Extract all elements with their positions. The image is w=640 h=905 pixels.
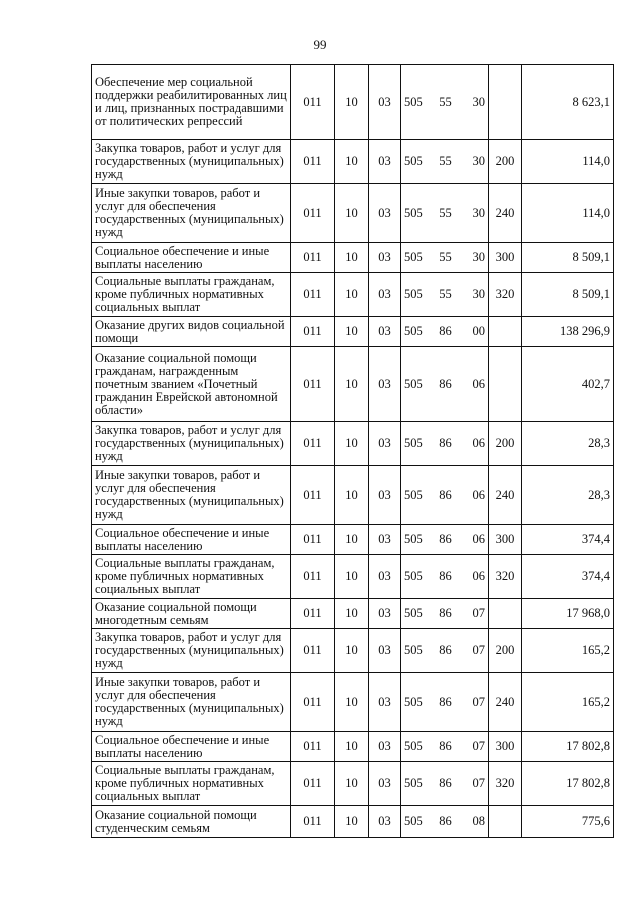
expense-type-cell: 200 xyxy=(489,629,522,673)
item-name-cell: Иные закупки товаров, работ и услуг для обеспечения государственных (муниципальных) нужд xyxy=(92,673,291,732)
amount-cell: 114,0 xyxy=(522,140,614,184)
target-program-cell: 505 xyxy=(401,317,433,347)
amount-cell: 17 802,8 xyxy=(522,762,614,806)
target-direction-cell: 30 xyxy=(459,184,489,243)
target-program-cell: 505 xyxy=(401,347,433,422)
item-name-cell: Социальные выплаты гражданам, кроме публичных нормативных социальных выплат xyxy=(92,555,291,599)
amount-cell: 374,4 xyxy=(522,555,614,599)
item-name-cell: Социальные выплаты гражданам, кроме публичных нормативных социальных выплат xyxy=(92,273,291,317)
section-cell: 10 xyxy=(335,317,369,347)
amount-cell: 28,3 xyxy=(522,422,614,466)
target-program-cell: 505 xyxy=(401,422,433,466)
target-subprogram-cell: 86 xyxy=(433,525,459,555)
target-direction-cell: 07 xyxy=(459,599,489,629)
target-direction-cell: 06 xyxy=(459,347,489,422)
amount-cell: 165,2 xyxy=(522,629,614,673)
expense-type-cell: 300 xyxy=(489,525,522,555)
target-program-cell: 505 xyxy=(401,273,433,317)
target-subprogram-cell: 55 xyxy=(433,140,459,184)
ministry-code-cell: 011 xyxy=(291,184,335,243)
target-subprogram-cell: 86 xyxy=(433,555,459,599)
table-row xyxy=(92,466,614,525)
subsection-cell: 03 xyxy=(369,347,401,422)
target-direction-cell: 07 xyxy=(459,673,489,732)
table-row xyxy=(92,762,614,806)
target-direction-cell: 08 xyxy=(459,806,489,838)
ministry-code-cell: 011 xyxy=(291,555,335,599)
item-name-cell: Закупка товаров, работ и услуг для государственных (муниципальных) нужд xyxy=(92,140,291,184)
section-cell: 10 xyxy=(335,243,369,273)
table-row xyxy=(92,140,614,184)
section-cell: 10 xyxy=(335,525,369,555)
amount-cell: 374,4 xyxy=(522,525,614,555)
ministry-code-cell: 011 xyxy=(291,347,335,422)
subsection-cell: 03 xyxy=(369,140,401,184)
item-name-cell: Закупка товаров, работ и услуг для государственных (муниципальных) нужд xyxy=(92,629,291,673)
expense-type-cell xyxy=(489,599,522,629)
section-cell: 10 xyxy=(335,629,369,673)
ministry-code-cell: 011 xyxy=(291,466,335,525)
target-program-cell: 505 xyxy=(401,555,433,599)
target-program-cell: 505 xyxy=(401,466,433,525)
target-direction-cell: 30 xyxy=(459,243,489,273)
page-number: 99 xyxy=(313,37,327,52)
section-cell: 10 xyxy=(335,762,369,806)
item-name-cell: Иные закупки товаров, работ и услуг для обеспечения государственных (муниципальных) нужд xyxy=(92,184,291,243)
ministry-code-cell: 011 xyxy=(291,629,335,673)
expense-type-cell: 200 xyxy=(489,140,522,184)
item-name-cell: Иные закупки товаров, работ и услуг для обеспечения государственных (муниципальных) нужд xyxy=(92,466,291,525)
expense-type-cell: 300 xyxy=(489,243,522,273)
item-name-cell: Оказание других видов социальной помощи xyxy=(92,317,291,347)
subsection-cell: 03 xyxy=(369,422,401,466)
section-cell: 10 xyxy=(335,466,369,525)
item-name-cell: Обеспечение мер социальной поддержки реабилитированных лиц и лиц, признанных пострадавшими от политических репрессий xyxy=(92,65,291,140)
section-cell: 10 xyxy=(335,347,369,422)
target-program-cell: 505 xyxy=(401,65,433,140)
section-cell: 10 xyxy=(335,732,369,762)
ministry-code-cell: 011 xyxy=(291,762,335,806)
amount-cell: 8 509,1 xyxy=(522,243,614,273)
subsection-cell: 03 xyxy=(369,732,401,762)
section-cell: 10 xyxy=(335,184,369,243)
ministry-code-cell: 011 xyxy=(291,65,335,140)
ministry-code-cell: 011 xyxy=(291,243,335,273)
amount-cell: 402,7 xyxy=(522,347,614,422)
table-row xyxy=(92,599,614,629)
expense-type-cell xyxy=(489,65,522,140)
subsection-cell: 03 xyxy=(369,273,401,317)
target-program-cell: 505 xyxy=(401,140,433,184)
item-name-cell: Социальные выплаты гражданам, кроме публичных нормативных социальных выплат xyxy=(92,762,291,806)
section-cell: 10 xyxy=(335,555,369,599)
target-program-cell: 505 xyxy=(401,806,433,838)
target-program-cell: 505 xyxy=(401,629,433,673)
target-program-cell: 505 xyxy=(401,243,433,273)
target-direction-cell: 06 xyxy=(459,555,489,599)
subsection-cell: 03 xyxy=(369,184,401,243)
ministry-code-cell: 011 xyxy=(291,806,335,838)
expense-type-cell: 240 xyxy=(489,466,522,525)
target-subprogram-cell: 86 xyxy=(433,762,459,806)
expense-type-cell: 240 xyxy=(489,184,522,243)
section-cell: 10 xyxy=(335,422,369,466)
amount-cell: 8 623,1 xyxy=(522,65,614,140)
target-subprogram-cell: 86 xyxy=(433,422,459,466)
expense-type-cell: 320 xyxy=(489,555,522,599)
target-program-cell: 505 xyxy=(401,673,433,732)
expense-type-cell: 320 xyxy=(489,273,522,317)
item-name-cell: Социальное обеспечение и иные выплаты населению xyxy=(92,525,291,555)
table-row xyxy=(92,555,614,599)
subsection-cell: 03 xyxy=(369,525,401,555)
ministry-code-cell: 011 xyxy=(291,525,335,555)
table-row xyxy=(92,184,614,243)
target-direction-cell: 06 xyxy=(459,466,489,525)
amount-cell: 8 509,1 xyxy=(522,273,614,317)
subsection-cell: 03 xyxy=(369,762,401,806)
subsection-cell: 03 xyxy=(369,65,401,140)
ministry-code-cell: 011 xyxy=(291,140,335,184)
subsection-cell: 03 xyxy=(369,555,401,599)
table-row xyxy=(92,732,614,762)
table-row xyxy=(92,273,614,317)
target-direction-cell: 30 xyxy=(459,65,489,140)
amount-cell: 138 296,9 xyxy=(522,317,614,347)
item-name-cell: Социальное обеспечение и иные выплаты населению xyxy=(92,732,291,762)
section-cell: 10 xyxy=(335,599,369,629)
budget-table xyxy=(91,64,614,838)
target-subprogram-cell: 86 xyxy=(433,599,459,629)
expense-type-cell xyxy=(489,806,522,838)
target-direction-cell: 07 xyxy=(459,732,489,762)
target-program-cell: 505 xyxy=(401,762,433,806)
amount-cell: 28,3 xyxy=(522,466,614,525)
table-row xyxy=(92,65,614,140)
target-subprogram-cell: 86 xyxy=(433,466,459,525)
subsection-cell: 03 xyxy=(369,317,401,347)
target-program-cell: 505 xyxy=(401,525,433,555)
table-row xyxy=(92,629,614,673)
expense-type-cell xyxy=(489,347,522,422)
item-name-cell: Оказание социальной помощи многодетным семьям xyxy=(92,599,291,629)
item-name-cell: Оказание социальной помощи студенческим семьям xyxy=(92,806,291,838)
ministry-code-cell: 011 xyxy=(291,732,335,762)
subsection-cell: 03 xyxy=(369,629,401,673)
target-subprogram-cell: 86 xyxy=(433,317,459,347)
amount-cell: 17 968,0 xyxy=(522,599,614,629)
table-row xyxy=(92,525,614,555)
subsection-cell: 03 xyxy=(369,599,401,629)
ministry-code-cell: 011 xyxy=(291,422,335,466)
table-row xyxy=(92,422,614,466)
item-name-cell: Оказание социальной помощи гражданам, награжденным почетным званием «Почетный гражданин Еврейской автономной области» xyxy=(92,347,291,422)
target-program-cell: 505 xyxy=(401,599,433,629)
target-direction-cell: 06 xyxy=(459,525,489,555)
section-cell: 10 xyxy=(335,673,369,732)
target-subprogram-cell: 86 xyxy=(433,347,459,422)
item-name-cell: Закупка товаров, работ и услуг для государственных (муниципальных) нужд xyxy=(92,422,291,466)
subsection-cell: 03 xyxy=(369,466,401,525)
target-subprogram-cell: 55 xyxy=(433,273,459,317)
expense-type-cell: 240 xyxy=(489,673,522,732)
target-direction-cell: 30 xyxy=(459,140,489,184)
target-subprogram-cell: 86 xyxy=(433,732,459,762)
target-program-cell: 505 xyxy=(401,732,433,762)
target-subprogram-cell: 86 xyxy=(433,629,459,673)
ministry-code-cell: 011 xyxy=(291,673,335,732)
expense-type-cell: 200 xyxy=(489,422,522,466)
table-row xyxy=(92,243,614,273)
target-subprogram-cell: 55 xyxy=(433,65,459,140)
section-cell: 10 xyxy=(335,273,369,317)
expense-type-cell: 300 xyxy=(489,732,522,762)
target-subprogram-cell: 86 xyxy=(433,673,459,732)
table-row xyxy=(92,317,614,347)
target-program-cell: 505 xyxy=(401,184,433,243)
section-cell: 10 xyxy=(335,806,369,838)
target-subprogram-cell: 55 xyxy=(433,184,459,243)
table-row xyxy=(92,673,614,732)
amount-cell: 17 802,8 xyxy=(522,732,614,762)
subsection-cell: 03 xyxy=(369,673,401,732)
target-direction-cell: 07 xyxy=(459,762,489,806)
expense-type-cell xyxy=(489,317,522,347)
target-direction-cell: 07 xyxy=(459,629,489,673)
amount-cell: 165,2 xyxy=(522,673,614,732)
ministry-code-cell: 011 xyxy=(291,599,335,629)
section-cell: 10 xyxy=(335,65,369,140)
section-cell: 10 xyxy=(335,140,369,184)
target-direction-cell: 00 xyxy=(459,317,489,347)
table-row xyxy=(92,347,614,422)
ministry-code-cell: 011 xyxy=(291,317,335,347)
target-direction-cell: 06 xyxy=(459,422,489,466)
amount-cell: 775,6 xyxy=(522,806,614,838)
subsection-cell: 03 xyxy=(369,806,401,838)
subsection-cell: 03 xyxy=(369,243,401,273)
table-body xyxy=(92,65,614,838)
target-direction-cell: 30 xyxy=(459,273,489,317)
ministry-code-cell: 011 xyxy=(291,273,335,317)
target-subprogram-cell: 86 xyxy=(433,806,459,838)
table-row xyxy=(92,806,614,838)
item-name-cell: Социальное обеспечение и иные выплаты населению xyxy=(92,243,291,273)
target-subprogram-cell: 55 xyxy=(433,243,459,273)
amount-cell: 114,0 xyxy=(522,184,614,243)
expense-type-cell: 320 xyxy=(489,762,522,806)
